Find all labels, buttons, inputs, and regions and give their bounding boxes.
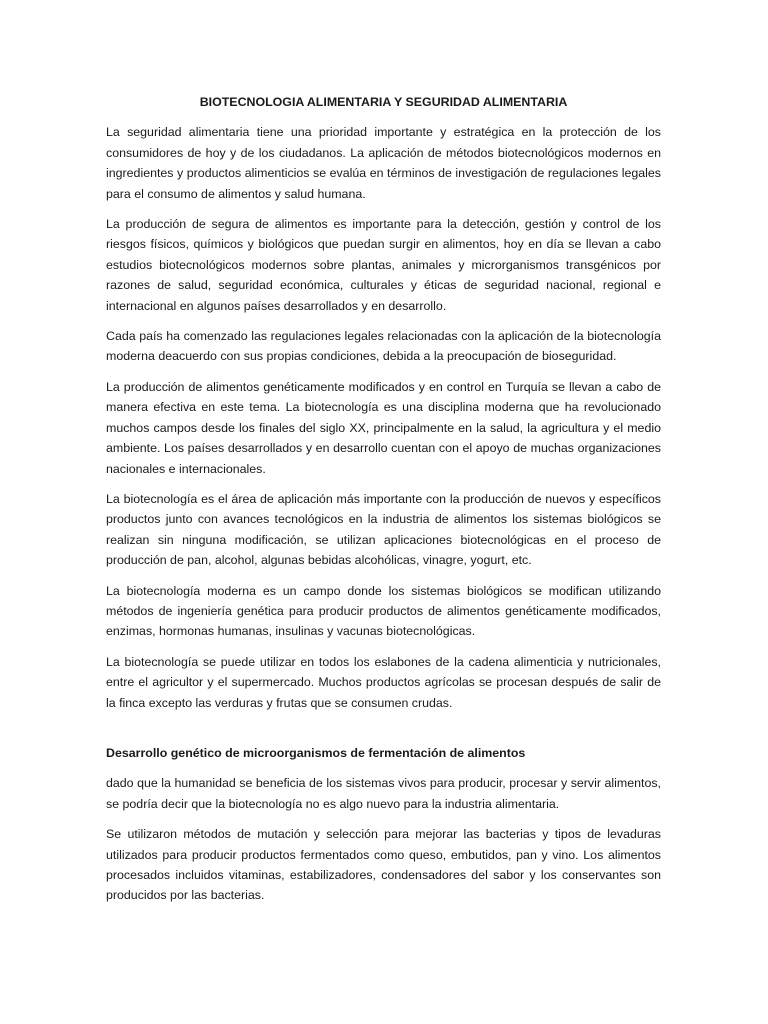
paragraph: La biotecnología moderna es un campo donde los sistemas biológicos se modifican utilizando métodos de ingeniería genética para producir productos de alimentos genéticamente modificados, enzimas, hormonas humanas, insulinas y vacunas biotecnológicas. xyxy=(106,583,661,639)
section-heading: Desarrollo genético de microorganismos de fermentación de alimentos xyxy=(106,745,526,760)
document-body xyxy=(106,92,661,916)
paragraph: Se utilizaron métodos de mutación y selección para mejorar las bacterias y tipos de levaduras utilizados para producir productos fermentados como queso, embutidos, pan y vino. Los alimentos procesados incluidos vitaminas, estabilizadores, condensadores del sabor y los conservantes son producidos por las bacterias. xyxy=(106,827,661,903)
paragraph: Cada país ha comenzado las regulaciones legales relacionadas con la aplicación de la biotecnología moderna deacuerdo con sus propias condiciones, debida a la preocupación de bioseguridad. xyxy=(106,329,661,364)
paragraph: La biotecnología se puede utilizar en todos los eslabones de la cadena alimenticia y nutricionales, entre el agricultor y el supermercado. Muchos productos agrícolas se procesan después de salir de la finca excepto las verduras y frutas que se consumen crudas. xyxy=(106,654,661,710)
document-title: BIOTECNOLOGIA ALIMENTARIA Y SEGURIDAD ALIMENTARIA xyxy=(199,95,568,109)
paragraph: La producción de segura de alimentos es importante para la detección, gestión y control de los riesgos físicos, químicos y biológicos que puedan surgir en alimentos, hoy en día se llevan a cabo estudios biotecnológicos modernos sobre plantas, animales y microrganismos transgénicos por razones de salud, seguridad económica, culturales y éticas de seguridad nacional, regional e internacional en algunos países desarrollados y en desarrollo. xyxy=(106,217,661,313)
paragraph: La producción de alimentos genéticamente modificados y en control en Turquía se llevan a cabo de manera efectiva en este tema. La biotecnología es una disciplina moderna que ha revolucionado muchos campos desde los finales del siglo XX, principalmente en la salud, la agricultura y el medio ambiente. Los países desarrollados y en desarrollo cuentan con el apoyo de muchas organizaciones nacionales e internacionales. xyxy=(106,379,661,476)
paragraph: La biotecnología es el área de aplicación más importante con la producción de nuevos y específicos productos junto con avances tecnológicos en la industria de alimentos los sistemas biológicos se realizan sin ninguna modificación, se utilizan aplicaciones biotecnológicas en el proceso de producción de pan, alcohol, algunas bebidas alcohólicas, vinagre, yogurt, etc. xyxy=(106,491,661,568)
paragraph: La seguridad alimentaria tiene una prioridad importante y estratégica en la protección de los consumidores de hoy y de los ciudadanos. La aplicación de métodos biotecnológicos modernos en ingredientes y productos alimenticios se evalúa en términos de investigación de regulaciones legales para el consumo de alimentos y salud humana. xyxy=(106,125,661,201)
paragraph: dado que la humanidad se beneficia de los sistemas vivos para producir, procesar y servir alimentos, se podría decir que la biotecnología no es algo nuevo para la industria alimentaria. xyxy=(106,776,661,811)
